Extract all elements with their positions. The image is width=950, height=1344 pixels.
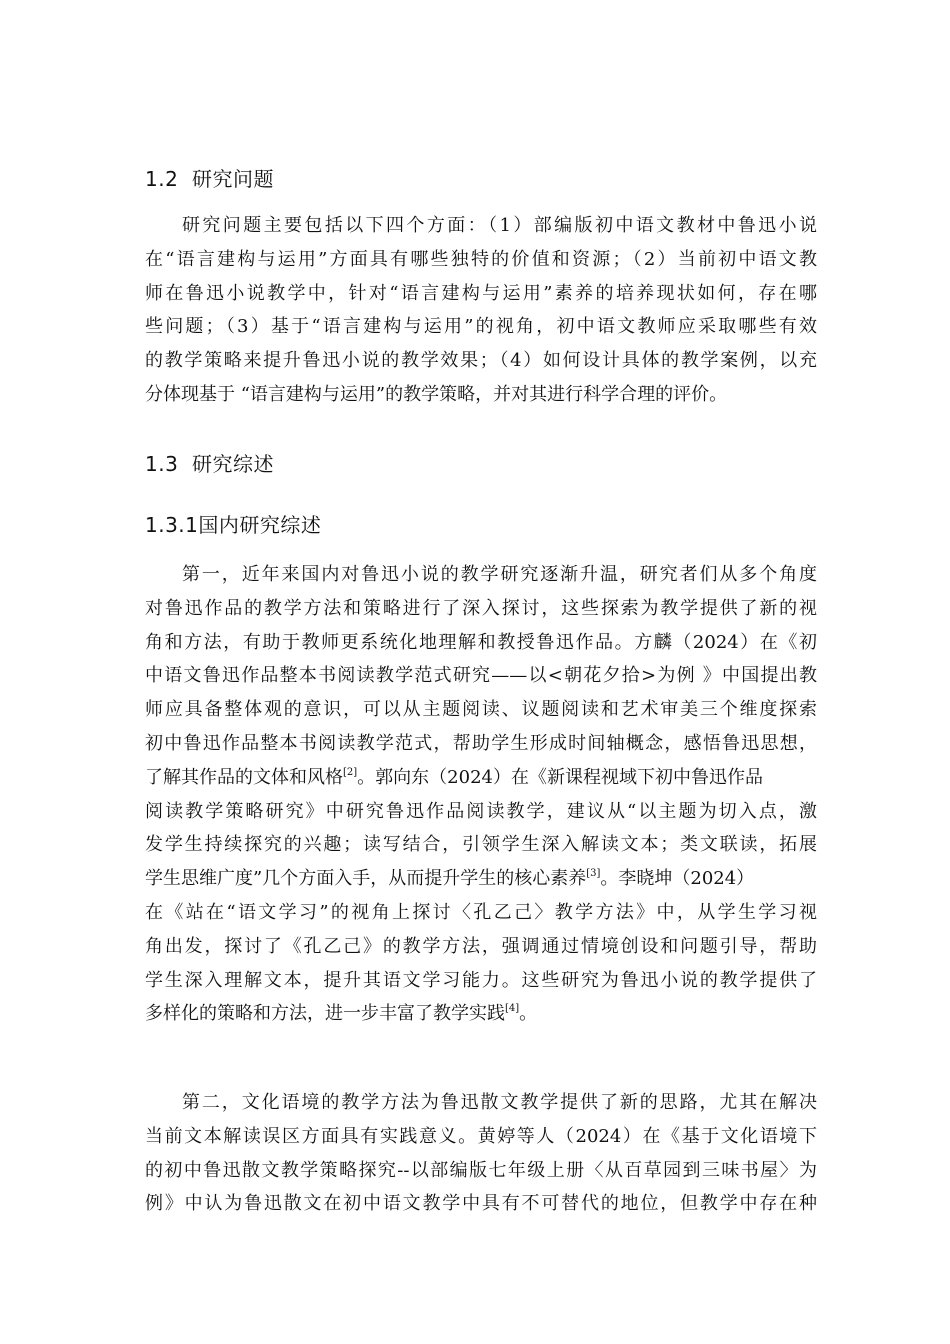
text-line: 师应具备整体观的意识，可以从主题阅读、议题阅读和艺术审美三个维度探索: [145, 699, 817, 721]
citation-4[interactable]: [4]: [505, 1003, 520, 1015]
text-run: 了解其作品的文体和风格: [145, 766, 343, 788]
text-line: 第一，近年来国内对鲁迅小说的教学研究逐渐升温，研究者们从多个角度: [182, 564, 817, 585]
text-run: 学生思维广度”几个方面入手，从而提升学生的核心素养: [145, 868, 587, 890]
text-line: [145, 862, 817, 896]
text-line: 第二，文化语境的教学方法为鲁迅散文教学提供了新的思路，尤其在解决: [182, 1092, 817, 1113]
text-line: 角出发，探讨了《孔乙己》的教学方法，强调通过情境创设和问题引导，帮助: [145, 935, 817, 957]
text-line: 阅读教学策略研究》中研究鲁迅作品阅读教学，建议从“以主题为切入点，激: [145, 800, 817, 822]
text-line: 分体现基于 “语言建构与运用”的教学策略，并对其进行科学合理的评价。: [145, 383, 728, 405]
text-run: 。: [519, 1003, 538, 1025]
citation-2[interactable]: [2]: [343, 766, 358, 778]
text-run: 多样化的策略和方法，进一步丰富了教学实践: [145, 1003, 505, 1025]
subsection-number: 1.3.1: [145, 513, 199, 537]
text-line: 在《站在“语文学习”的视角上探讨〈孔乙己〉教学方法》中，从学生学习视: [145, 901, 817, 923]
section-title: 研究综述: [192, 452, 275, 476]
text-line: 对鲁迅作品的教学方法和策略进行了深入探讨，这些探索为教学提供了新的视: [145, 597, 817, 619]
citation-3[interactable]: [3]: [586, 868, 601, 880]
subsection-title: 国内研究综述: [198, 513, 322, 537]
paragraph-domestic-review-2: [145, 1086, 817, 1221]
text-line: 当前文本解读误区方面具有实践意义。黄婷等人（2024）在《基于文化语境下: [145, 1125, 817, 1147]
section-heading-1-2: [145, 165, 274, 193]
section-heading-1-3: [145, 450, 274, 478]
section-title: 研究问题: [192, 167, 275, 191]
text-line: 研究问题主要包括以下四个方面：（1）部编版初中语文教材中鲁迅小说: [182, 215, 817, 236]
text-run: 。李晓坤（2024）: [600, 868, 755, 890]
text-line: 在“语言建构与运用”方面具有哪些独特的价值和资源；（2）当前初中语文教: [145, 248, 817, 270]
paragraph-research-questions: [145, 209, 817, 412]
text-run: 。郭向东（2024）在《新课程视域下初中鲁迅作品: [357, 766, 763, 788]
text-line: 的初中鲁迅散文教学策略探究--以部编版七年级上册〈从百草园到三味书屋〉为: [145, 1159, 817, 1181]
paragraph-domestic-review-1: [145, 558, 817, 1031]
text-line: 的教学策略来提升鲁迅小说的教学效果；（4）如何设计具体的教学案例，以充: [145, 350, 817, 372]
subsection-heading-1-3-1: [145, 511, 321, 539]
text-line: [145, 997, 817, 1031]
text-line: 初中鲁迅作品整本书阅读教学范式，帮助学生形成时间轴概念，感悟鲁迅思想，: [145, 732, 817, 754]
text-line: 中语文鲁迅作品整本书阅读教学范式研究——以<朝花夕拾>为例 》中国提出教: [145, 665, 817, 687]
section-number: 1.2: [145, 167, 179, 191]
text-line: 师在鲁迅小说教学中，针对“语言建构与运用”素养的培养现状如何，存在哪: [145, 282, 817, 304]
text-line: 角和方法，有助于教师更系统化地理解和教授鲁迅作品。方麟（2024）在《初: [145, 631, 817, 653]
text-line: 学生深入理解文本，提升其语文学习能力。这些研究为鲁迅小说的教学提供了: [145, 969, 817, 991]
text-line: 发学生持续探究的兴趣；读写结合，引领学生深入解读文本；类文联读，拓展: [145, 834, 817, 856]
section-number: 1.3: [145, 452, 179, 476]
text-line: 例》中认为鲁迅散文在初中语文教学中具有不可替代的地位，但教学中存在种: [145, 1193, 817, 1215]
text-line: [145, 761, 817, 795]
text-line: 些问题；（3）基于“语言建构与运用”的视角，初中语文教师应采取哪些有效: [145, 316, 817, 338]
